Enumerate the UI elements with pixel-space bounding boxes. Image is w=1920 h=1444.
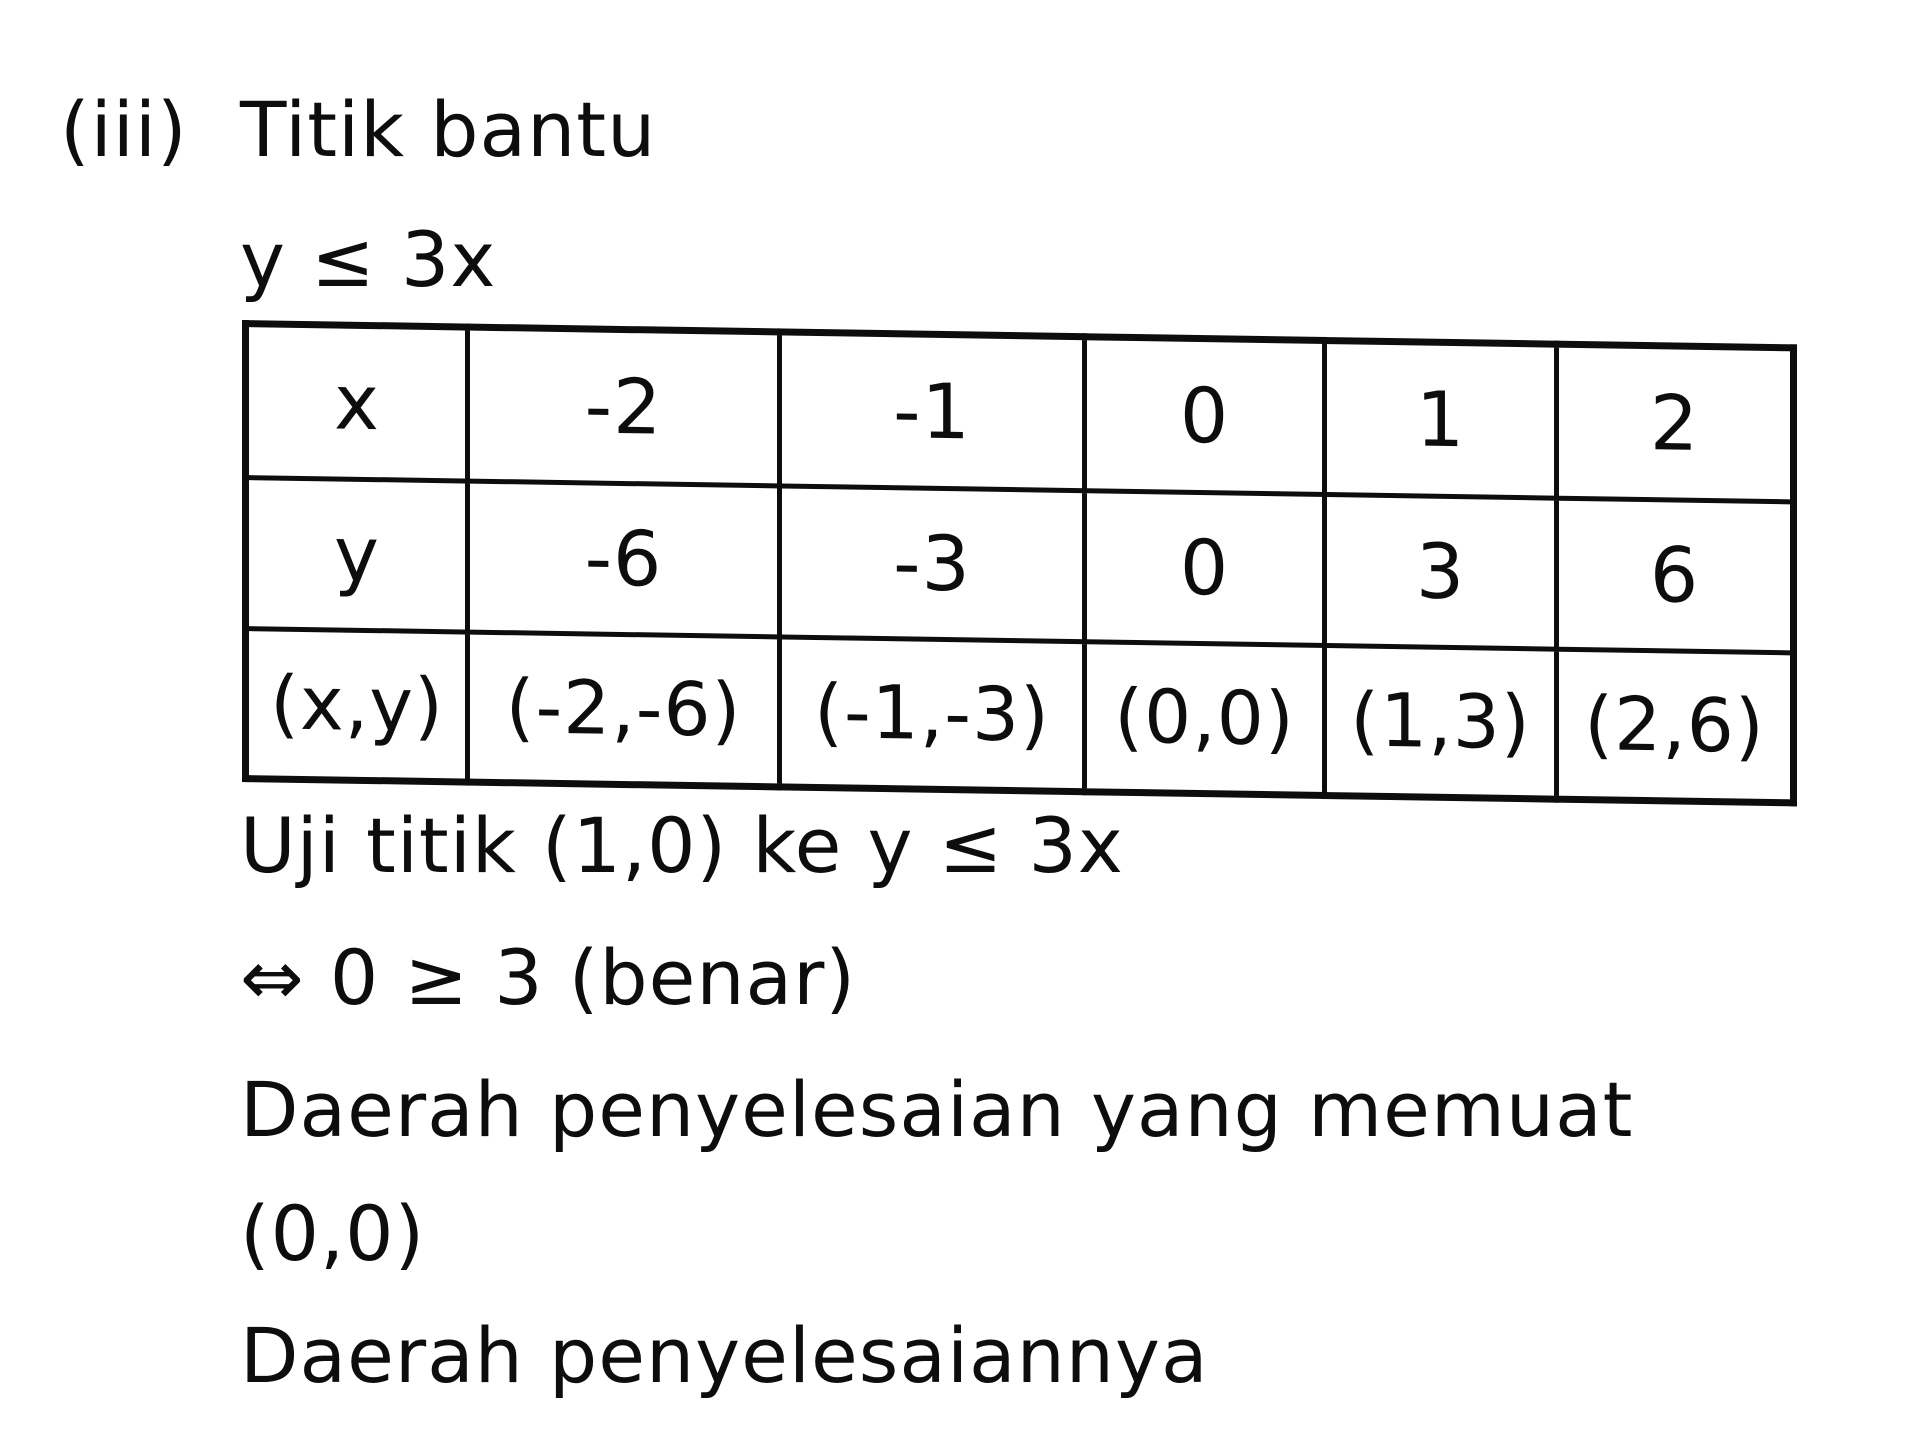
table-cell: 0 bbox=[1085, 490, 1325, 645]
value-table-container bbox=[242, 320, 1790, 806]
table-cell: 3 bbox=[1325, 494, 1557, 649]
table-cell: 0 bbox=[1085, 337, 1325, 494]
table-cell: -6 bbox=[468, 481, 780, 638]
table-cell: (1,3) bbox=[1325, 646, 1557, 799]
table-cell: (x,y) bbox=[246, 629, 468, 782]
table-cell: 1 bbox=[1325, 341, 1557, 498]
table-cell: (0,0) bbox=[1085, 642, 1325, 796]
table-cell: y bbox=[246, 477, 468, 632]
test-point-line: Uji titik (1,0) ke y ≤ 3x bbox=[240, 801, 1124, 890]
table-cell: -1 bbox=[780, 332, 1085, 490]
table-cell: (-1,-3) bbox=[780, 637, 1085, 792]
table-cell: -2 bbox=[468, 327, 780, 485]
table-row-xy bbox=[246, 629, 1794, 803]
table-cell: x bbox=[246, 324, 468, 481]
table-cell: -3 bbox=[780, 485, 1085, 641]
heading-titik-bantu: Titik bantu bbox=[240, 85, 657, 174]
table-row-x bbox=[246, 324, 1794, 502]
section-label: (iii) bbox=[60, 85, 188, 174]
table-cell: (-2,-6) bbox=[468, 632, 780, 787]
value-table bbox=[242, 320, 1797, 806]
table-cell: 2 bbox=[1557, 344, 1794, 501]
region-line-1: Daerah penyelesaian yang memuat bbox=[240, 1065, 1634, 1154]
table-cell: (2,6) bbox=[1557, 649, 1794, 803]
equivalence-line: ⇔ 0 ≥ 3 (benar) bbox=[240, 933, 856, 1022]
inequality: y ≤ 3x bbox=[240, 215, 497, 304]
table-row-y bbox=[246, 477, 1794, 653]
table-cell: 6 bbox=[1557, 498, 1794, 653]
region-line-3: Daerah penyelesaiannya bbox=[240, 1311, 1209, 1400]
region-line-2: (0,0) bbox=[240, 1189, 426, 1278]
